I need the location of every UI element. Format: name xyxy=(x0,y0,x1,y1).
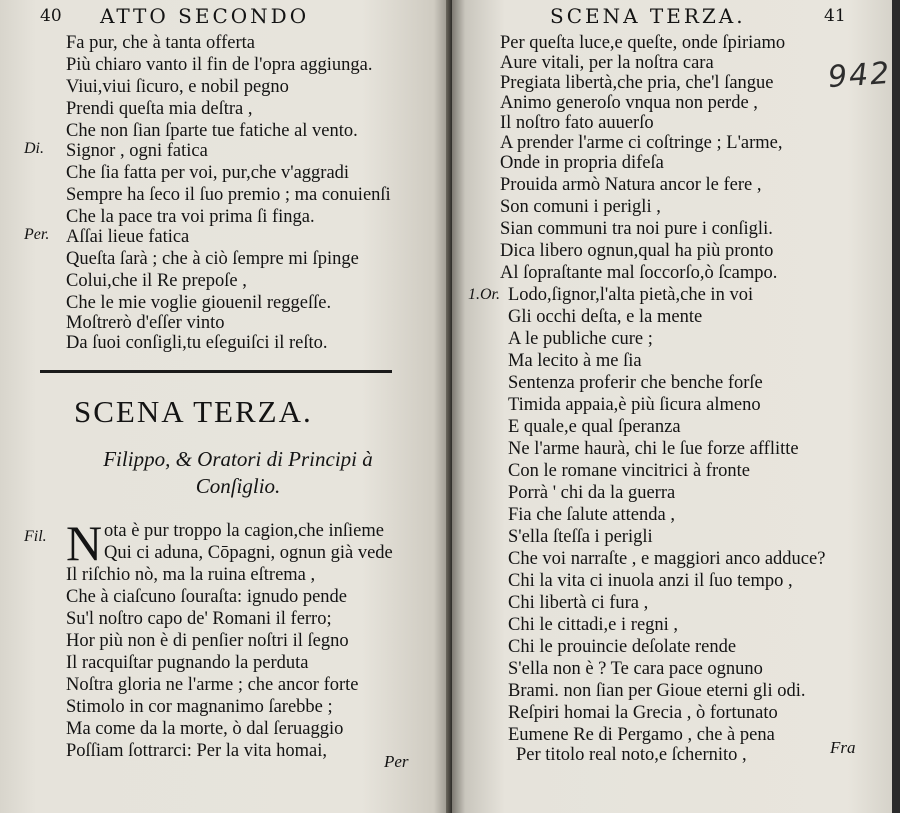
text-line: Al ſopraſtante mal ſoccorſo,ò ſcampo. xyxy=(500,263,778,283)
text-line: Eumene Re di Pergamo , che à pena xyxy=(508,725,775,745)
text-line: Chi le cittadi,e i regni , xyxy=(508,615,679,635)
text-line: Gli occhi deſta, e la mente xyxy=(508,307,703,327)
text-line: Ne l'arme haurà, chi le ſue forze afflitte xyxy=(508,439,799,459)
text-line: Con le romane vincitrici à fronte xyxy=(508,461,750,481)
speaker-label: Per. xyxy=(24,226,50,243)
text-line: Son comuni i perigli , xyxy=(500,197,661,217)
text-line: Moſtrerò d'eſſer vinto xyxy=(66,313,225,333)
text-line: Che ſia fatta per voi, pur,che v'aggradi xyxy=(66,163,350,183)
text-line: Chi libertà ci fura , xyxy=(508,593,649,613)
scene-title: SCENA TERZA. xyxy=(74,394,313,429)
text-line: Per titolo real noto,e ſchernito , xyxy=(516,745,747,765)
running-head: SCENA TERZA. xyxy=(550,4,746,28)
text-line: Che la pace tra voi prima ſi finga. xyxy=(66,207,315,227)
text-line: Colui,che il Re prepoſe , xyxy=(66,271,247,291)
text-line: Su'l noſtro capo de' Romani il ferro; xyxy=(66,609,332,629)
text-line: Prendi queſta mia deſtra , xyxy=(66,99,253,119)
text-line: S'ella ſteſſa i perigli xyxy=(508,527,653,547)
characters-heading xyxy=(68,446,408,500)
section-rule xyxy=(40,370,392,373)
text-line: Dica libero ognun,qual ha più pronto xyxy=(500,241,774,261)
text-line: Il noſtro fato auuerſo xyxy=(500,113,654,133)
characters-line: Conſiglio. xyxy=(195,474,281,498)
handwritten-note: 942 xyxy=(826,55,893,96)
text-line: A le publiche cure ; xyxy=(508,329,653,349)
speaker-label: 1.Or. xyxy=(468,286,501,303)
text-line: Qui ci aduna, Cōpagni, ognun già vede xyxy=(104,543,393,563)
text-line: Che voi narraſte , e maggiori anco adduce? xyxy=(508,549,826,569)
text-line: Viui,viui ſicuro, e nobil pegno xyxy=(66,77,289,97)
page-number: 40 xyxy=(40,6,62,26)
text-line: Animo generoſo vnqua non perde , xyxy=(500,93,758,113)
text-line: Che le mie voglie giouenil reggeſſe. xyxy=(66,293,332,313)
speaker-label: Fil. xyxy=(24,528,47,545)
text-line: A prender l'arme ci coſtringe ; L'arme, xyxy=(500,133,783,153)
text-line: Fia che ſalute attenda , xyxy=(508,505,675,525)
catchword: Per xyxy=(384,752,409,771)
text-line: ota è pur troppo la cagion,che inſieme xyxy=(104,521,384,541)
text-line: Pregiata libertà,che pria, che'l ſangue xyxy=(500,73,774,93)
text-line: Più chiaro vanto il fin de l'opra aggiunga. xyxy=(66,55,373,75)
text-line: Noſtra gloria ne l'arme ; che ancor forte xyxy=(66,675,359,695)
text-line: Sentenza proferir che benche forſe xyxy=(508,373,763,393)
text-line: Ma lecito à me ſia xyxy=(508,351,642,371)
text-line: Prouida armò Natura ancor le fere , xyxy=(500,175,762,195)
text-line: Il racquiſtar pugnando la perduta xyxy=(66,653,309,673)
page-number: 41 xyxy=(824,6,846,26)
text-line: Aure vitali, per la noſtra cara xyxy=(500,53,714,73)
text-line: Il riſchio nò, ma la ruina eſtrema , xyxy=(66,565,316,585)
text-line: Poſſiam ſottrarci: Per la vita homai, xyxy=(66,741,327,761)
text-line: Per queſta luce,e queſte, onde ſpiriamo xyxy=(500,33,786,53)
text-line: Sian communi tra noi pure i conſigli. xyxy=(500,219,773,239)
catchword: Fra xyxy=(830,738,856,757)
text-line: Signor , ogni fatica xyxy=(66,141,208,161)
text-line: Da ſuoi conſigli,tu eſeguiſci il reſto. xyxy=(66,333,328,353)
right-page xyxy=(452,0,892,813)
text-line: Ma come da la morte, ò dal ſeruaggio xyxy=(66,719,344,739)
text-line: S'ella non è ? Te cara pace ognuno xyxy=(508,659,763,679)
text-line: Porrà ' chi da la guerra xyxy=(508,483,676,503)
text-line: Aſſai lieue fatica xyxy=(66,227,190,247)
drop-cap: N xyxy=(66,515,103,571)
running-head: ATTO SECONDO xyxy=(100,4,310,28)
text-line: Onde in propria difeſa xyxy=(500,153,664,173)
text-line: Sempre ha ſeco il ſuo premio ; ma conuienſi xyxy=(66,185,391,205)
text-line: Che à ciaſcuno ſouraſta: ignudo pende xyxy=(66,587,348,607)
text-line: Fa pur, che à tanta offerta xyxy=(66,33,255,53)
text-line: Hor più non è di penſier noſtri il ſegno xyxy=(66,631,349,651)
text-line: Chi le prouincie deſolate rende xyxy=(508,637,737,657)
speaker-label: Di. xyxy=(24,140,44,157)
text-line: Che non ſian ſparte tue fatiche al vento. xyxy=(66,121,358,141)
text-line: Stimolo in cor magnanimo ſarebbe ; xyxy=(66,697,333,717)
text-line: E quale,e qual ſperanza xyxy=(508,417,681,437)
text-line: Reſpiri homai la Grecia , ò fortunato xyxy=(508,703,778,723)
text-line: Queſta ſarà ; che à ciò ſempre mi ſpinge xyxy=(66,249,359,269)
characters-line: Filippo, & Oratori di Principi à xyxy=(103,447,373,471)
text-line: Chi la vita ci inuola anzi il ſuo tempo , xyxy=(508,571,793,591)
text-line: Timida appaia,è più ſicura almeno xyxy=(508,395,761,415)
text-line: Brami. non ſian per Gioue eterni gli odi. xyxy=(508,681,806,701)
text-line: Lodo,ſignor,l'alta pietà,che in voi xyxy=(508,285,754,305)
